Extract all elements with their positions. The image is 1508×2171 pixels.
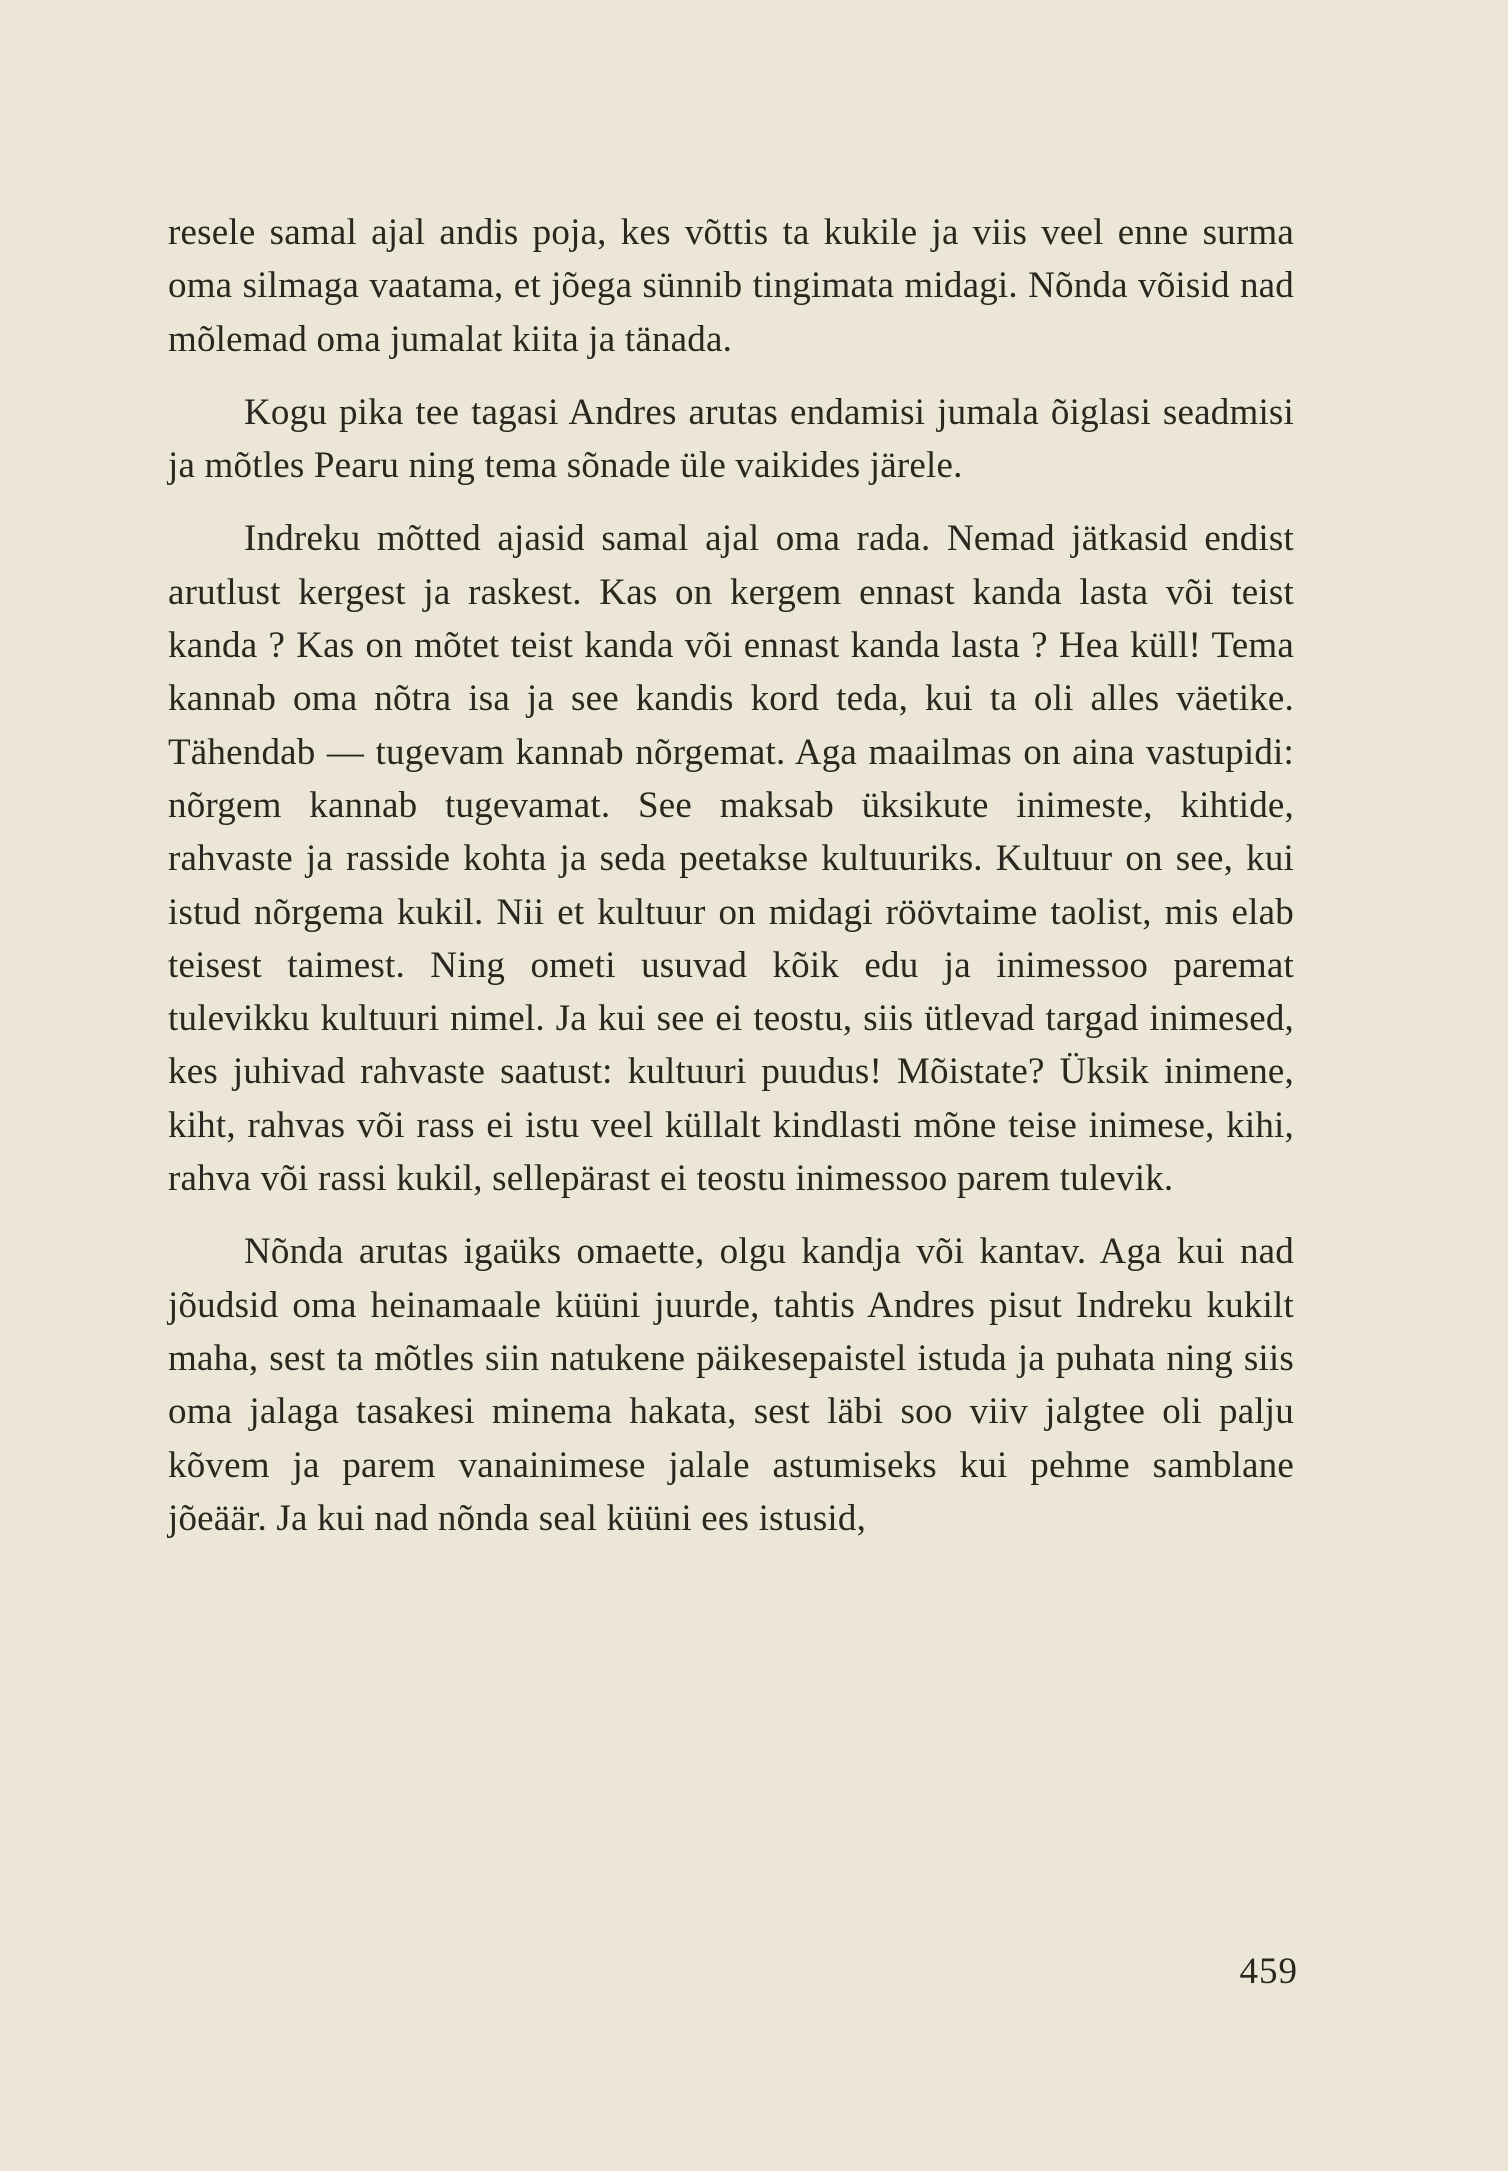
- paragraph-3: Indreku mõtted ajasid samal ajal oma rada. Nemad jätkasid endist arutlust kergest ja raskest. Kas on kergem ennast kanda lasta või teist kanda ? Kas on mõtet teist kanda või ennast kanda lasta ? Hea küll! Tema kannab oma nõtra isa ja see kandis kord teda, kui ta oli alles väetike. Tähendab — tugevam kannab nõrgemat. Aga maailmas on aina vastupidi: nõrgem kannab tugevamat. See maksab üksikute inimeste, kihtide, rahvaste ja rasside kohta ja seda peetakse kultuuriks. Kultuur on see, kui istud nõrgema kukil. Nii et kultuur on midagi röövtaime taolist, mis elab teisest taimest. Ning ometi usuvad kõik edu ja inimessoo paremat tulevikku kultuuri nimel. Ja kui see ei teostu, siis ütlevad targad inimesed, kes juhivad rahvaste saatust: kultuuri puudus! Mõistate? Üksik inimene, kiht, rahvas või rass ei istu veel küllalt kindlasti mõne teise inimese, kihi, rahva või rassi kukil, sellepärast ei teostu inimessoo parem tulevik.: [168, 518, 1294, 1200]
- body-text: [168, 206, 1294, 1545]
- paragraph-4: Nõnda arutas igaüks omaette, olgu kandja või kantav. Aga kui nad jõudsid oma heinamaale küüni juurde, tahtis Andres pisut Indreku kukilt maha, sest ta mõtles siin natukene päikesepaistel istuda ja puhata ning siis oma jalaga tasakesi minema hakata, sest läbi soo viiv jalgtee oli palju kõvem ja parem vanainimese jalale astumiseks kui pehme samblane jõeäär. Ja kui nad nõnda seal küüni ees istusid,: [168, 1231, 1294, 1539]
- paragraph-2: Kogu pika tee tagasi Andres arutas endamisi jumala õiglasi seadmisi ja mõtles Pearu ning tema sõnade üle vaikides järele.: [168, 391, 1294, 487]
- paragraph-1: resele samal ajal andis poja, kes võttis ta kukile ja viis veel enne surma oma silmaga vaatama, et jõega sünnib tingimata midagi. Nõnda võisid nad mõlemad oma jumalat kiita ja tänada.: [168, 212, 1294, 360]
- page-number: 459: [1239, 1951, 1298, 1992]
